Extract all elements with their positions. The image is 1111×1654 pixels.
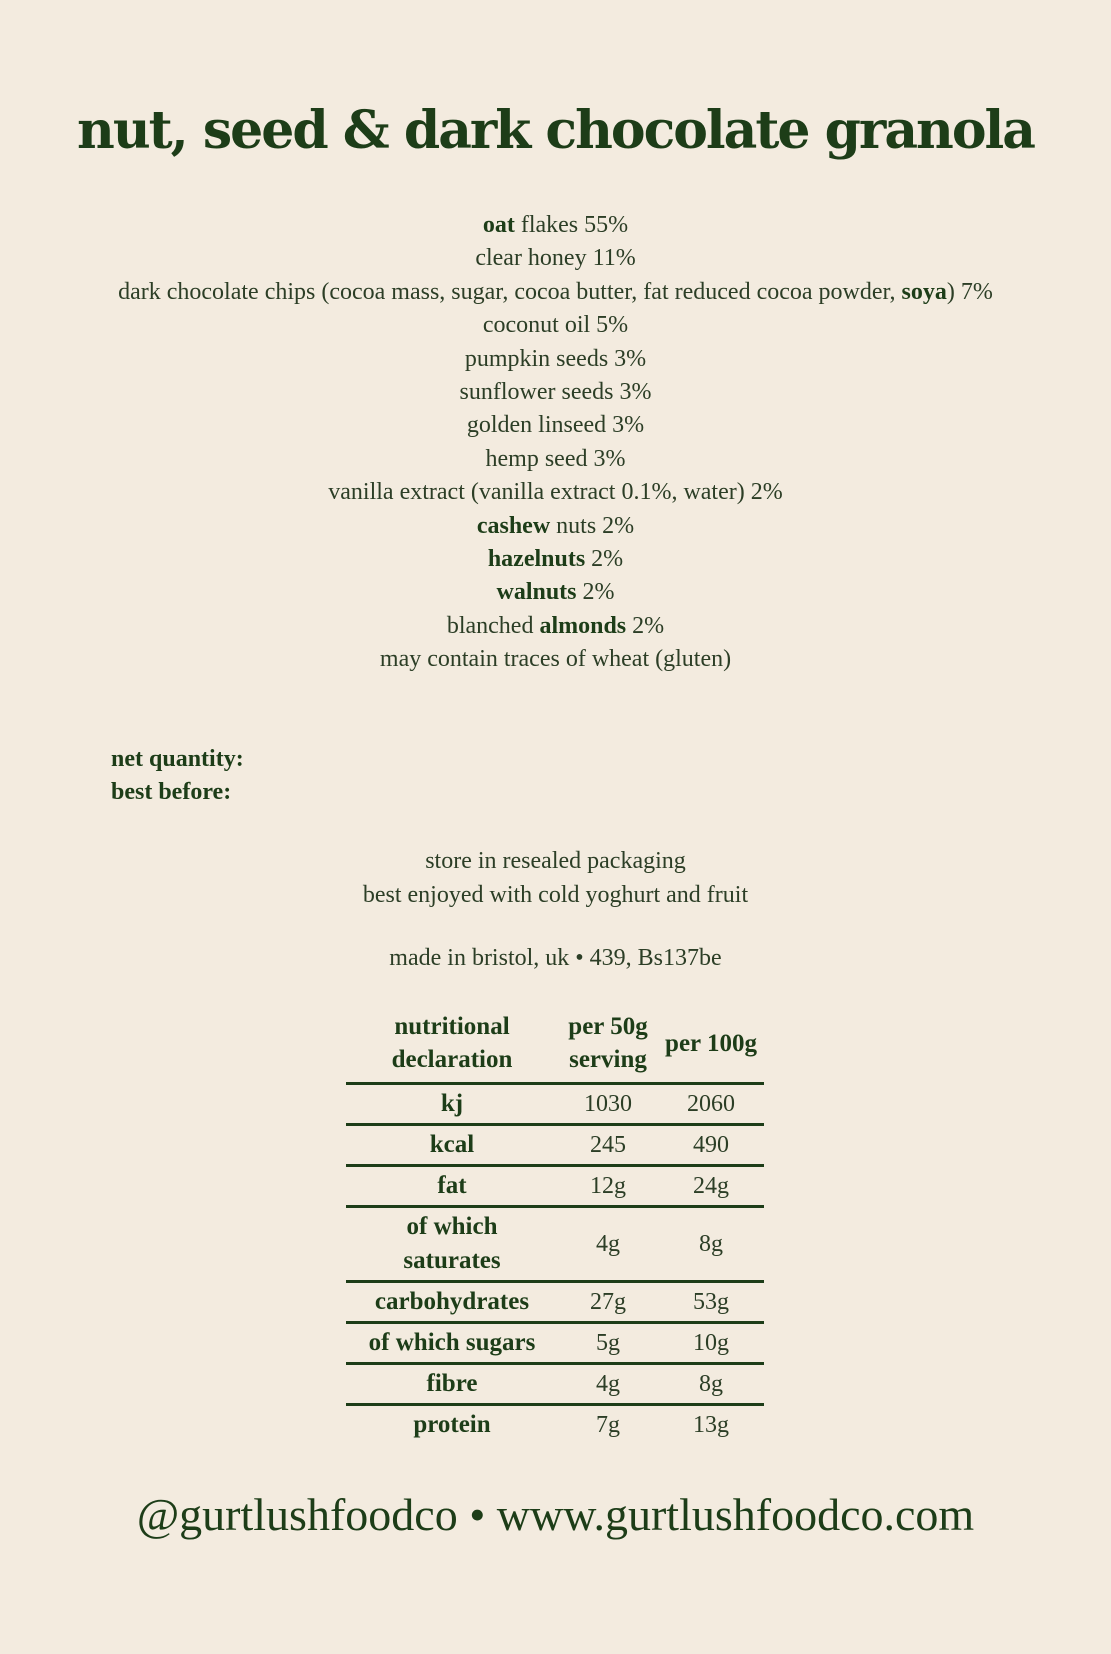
allergen: soya	[901, 278, 947, 305]
ingredient-sunflower-seeds: sunflower seeds 3%	[459, 379, 652, 406]
per-100g-value: 24g	[658, 1166, 764, 1207]
per-100g-value: 8g	[658, 1207, 764, 1282]
per-100g-value: 490	[658, 1125, 764, 1166]
per-serving-value: 4g	[558, 1207, 658, 1282]
ingredient-hemp-seed: hemp seed 3%	[485, 445, 626, 472]
nutrient-label: kcal	[346, 1125, 558, 1166]
ingredient-vanilla: vanilla extract (vanilla extract 0.1%, water) 2%	[328, 479, 783, 506]
allergen: hazelnuts	[487, 546, 586, 573]
nutrient-label: carbohydrates	[346, 1282, 558, 1323]
nutrition-header-row	[346, 1004, 764, 1084]
nutrient-label: fibre	[346, 1364, 558, 1405]
storage-instructions	[0, 844, 1111, 912]
header-nutritional-declaration: nutritional declaration	[391, 1013, 513, 1073]
product-title: nut, seed & dark chocolate granola	[77, 100, 1034, 161]
per-serving-value: 245	[558, 1125, 658, 1166]
nutrient-label: of which saturates	[346, 1207, 558, 1282]
allergen: almonds	[539, 612, 627, 639]
nutrient-label: protein	[346, 1405, 558, 1445]
ingredient-honey: clear honey 11%	[475, 245, 636, 272]
ingredient-coconut-oil: coconut oil 5%	[482, 312, 629, 339]
per-100g-value: 2060	[658, 1084, 764, 1125]
per-100g-value: 8g	[658, 1364, 764, 1405]
per-serving-value: 12g	[558, 1166, 658, 1207]
allergen: walnuts	[496, 579, 577, 606]
table-row	[346, 1207, 764, 1282]
per-serving-value: 27g	[558, 1282, 658, 1323]
header-per-100g: per 100g	[665, 1029, 757, 1057]
origin-info: made in bristol, uk • 439, Bs137be	[389, 945, 722, 971]
serving-suggestion: best enjoyed with cold yoghurt and fruit	[362, 882, 749, 908]
ingredient-almonds: blanched almonds 2%	[446, 612, 665, 639]
nutrient-label: fat	[346, 1166, 558, 1207]
table-row	[346, 1364, 764, 1405]
ingredient-pumpkin-seeds: pumpkin seeds 3%	[464, 345, 647, 372]
social-and-website: @gurtlushfoodco • www.gurtlushfoodco.com	[136, 1489, 975, 1540]
per-100g-value: 13g	[658, 1405, 764, 1445]
nutrient-label: kj	[346, 1084, 558, 1125]
ingredient-chocolate: dark chocolate chips (cocoa mass, sugar, cocoa butter, fat reduced cocoa powder, soya) 7%	[118, 278, 993, 305]
header-per-serving: per 50g serving	[568, 1013, 648, 1073]
table-row	[346, 1405, 764, 1445]
per-serving-value: 4g	[558, 1364, 658, 1405]
allergen-warning: may contain traces of wheat (gluten)	[379, 646, 732, 673]
ingredient-walnuts: walnuts 2%	[496, 579, 615, 606]
per-serving-value: 1030	[558, 1084, 658, 1125]
net-quantity-label: net quantity:	[111, 746, 244, 772]
ingredient-oat: oat flakes 55%	[482, 212, 629, 238]
ingredient-hazelnuts: hazelnuts 2%	[487, 546, 624, 573]
nutrient-label: of which sugars	[346, 1323, 558, 1364]
per-serving-value: 5g	[558, 1323, 658, 1364]
ingredient-golden-linseed: golden linseed 3%	[466, 412, 645, 439]
ingredients-list	[0, 209, 1111, 677]
ingredient-cashew: cashew nuts 2%	[476, 512, 635, 539]
per-100g-value: 10g	[658, 1323, 764, 1364]
allergen: oat	[482, 212, 515, 238]
product-meta	[111, 743, 244, 809]
table-row	[346, 1323, 764, 1364]
table-row	[346, 1084, 764, 1125]
storage-line: store in resealed packaging	[425, 848, 686, 874]
per-serving-value: 7g	[558, 1405, 658, 1445]
nutrition-table	[346, 1004, 764, 1444]
table-row	[346, 1166, 764, 1207]
allergen: cashew	[476, 512, 551, 539]
best-before-label: best before:	[111, 779, 232, 805]
per-100g-value: 53g	[658, 1282, 764, 1323]
table-row	[346, 1282, 764, 1323]
table-row	[346, 1125, 764, 1166]
